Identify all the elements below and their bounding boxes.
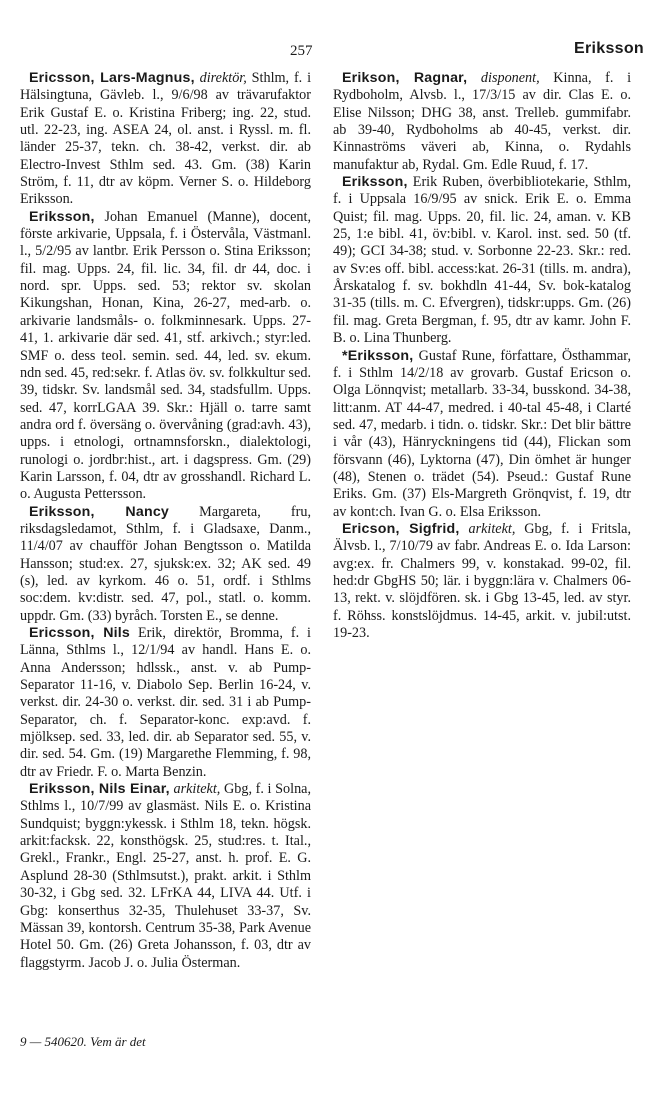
entry-name: Eriksson, Nancy [29,503,170,520]
entry-text: Erik, direktör, Bromma, f. i Länna, Sthlms l., 12/1/94 av handl. Hans E. o. Anna Andersson; hdlssk., anst. v. ab Pump-Separator 11-16, v. Diabolo Sep. Berlin 16-24, v. verkst. dir. 24-30 o. verkst. dir. sed. 31 i ab Pump-Separator, ch. f. Separator-konc. exp:avd. f. mjölksep. sed. 33, led. dir. ab Separator sed. 55, v. dir. sed. 54. Gm. (19) Margarethe Flemming, f. 98, dtr av Friedr. F. o. Marta Benzin. [20,625,311,780]
entry-role: disponent, [480,70,540,86]
entry-text: Erik Ruben, överbibliotekarie, Sthlm, f. i Uppsala 16/9/95 av snick. Erik E. o. Emma Quist; fil. mag. Upps. 20, fil. lic. 24, aman. v. KB 25, 1:e bibl. 41, öv:bibl. v. Karol. inst. sed. 50 (tf. 49); GCI 34-38; stud. v. Sorbonne 22-23. Skr.: red. av Sv:es off. bibl. access:kat. 26-31 (tills. m. andra), Årskatalog f. sv. bokhdln 41-44, Sv. bok-katalog 31-35 (tills. m. C. Efvergren), tidskr:upps. Gm. (26) fil. mag. Greta Bergman, f. 95, dtr av kamr. John F. B. o. Lina Thunberg. [333,174,632,347]
biography-entry [20,504,311,625]
biography-entry [20,209,311,504]
entry-name: *Eriksson, [342,347,414,364]
entry-role: arkitekt, [468,520,516,537]
biography-entry [333,70,631,174]
entry-name: Eriksson, Nils Einar, [29,781,170,798]
entry-text: Gustaf Rune, författare, Östhammar, f. i Sthlm 14/2/18 av grovarb. Gustaf Ericson o. Olga Lönnqvist; metallarb. 33-34, busskond. 34-38, litt:anm. AT 44-47, medred. i 40-tal 45-48, i Clarté sed. 47, medarb. i tidn. o. tidskr. Skr.: Det blir bättre i vår (43), Hänryckningens tid (44), Flickan som försvann (46), Lyktorna (47), Din ömhet är hunger (48), Stenen o. trädet (54). Pseud.: Gustaf Rune Eriks. Gm. (37) Els-Margreth Grönqvist, f. 19, dtr av kont:ch. Ivan G. o. Elsa Eriksson. [333,347,631,520]
biography-entry [333,521,631,642]
biography-entry [333,348,631,521]
entry-text: Sthlm, f. i Hälsingtuna, Gävleb. l., 9/6/98 av trävarufaktor Erik Gustaf E. o. Kristina Friberg; ing. 22, stud. utl. 22-23, ing. ASEA 24, ol. anst. i Ryssl. m. fl. länder 25-37, tekn. ch. 38-42, verkst. dir. ab Electro-Invest Sthlm sed. 43. Gm. (38) Karin Ström, f. 11, dtr av köpm. Verner S. o. Hildeborg Eriksson. [20,70,312,208]
entry-name: Ericsson, Lars-Magnus, [29,70,195,86]
entry-text: Gbg, f. i Fritsla, Älvsb. l., 7/10/79 av fabr. Andreas E. o. Ida Larson: avg:ex. fr. Chalmers 99, v. konstakad. 99-02, fil. hed:dr GbgHS 50; lär. i byggn:lära v. Chalmers 06-13, rekt. v. slöjdfören. sk. i Gbg 13-45, led. av styr. f. Röhss. konstslöjdmus. 14-45, arkit. v. jubil:utst. 19-23. [333,520,632,641]
footer-slogan: Vem är det [90,1034,146,1049]
entry-name: Ericsson, Nils [29,625,131,641]
entry-role: arkitekt, [173,781,221,798]
biography-entry [20,625,311,781]
entry-name: Ericson, Sigfrid, [342,520,460,537]
entry-name: Erikson, Ragnar, [342,70,468,86]
page-footer [20,1034,146,1050]
entry-name: Eriksson, [29,208,95,225]
biography-entry [20,70,311,209]
right-column [333,70,631,642]
running-head: Eriksson [574,40,644,57]
entry-text: Margareta, fru, riksdagsledamot, Sthlm, f. i Gladsaxe, Danm., 11/4/07 av chaufför Johan Bengtsson o. Matilda Hansson; stud:ex. 27, sjuksk:ex. 32; AK sed. 49 (s), led. av kyrkom. 46 o. 51, ordf. i Sthlms soc:dem. kv:distr. sed. 47, pol., statl. o. komm. uppdr. Gm. (33) byråch. Torsten E., se denne. [20,503,311,624]
entry-text: Johan Emanuel (Manne), docent, förste arkivarie, Uppsala, f. i Östervåla, Västmanl. l., 5/2/95 av lantbr. Erik Persson o. Stina Eriksson; fil. mag. Upps. 24, fil. lic. 34, fil. dr 44, doc. i nord. spr. Upps. sed. 53; rektor sv. skolan Kikungshan, Honan, Kina, 26-27, med-arb. o. arkivarie landsmåls- o. folkminnesark. Upps. 27-41, 1. arkivarie där sed. 41, stf. arkivch.; styr:led. SMF o. dess teol. semin. sed. 44, led. sv. ekum. ndn sed. 45, red:sekr. f. Atlas öv. sv. folkkultur sed. 39, tidskr. Sv. landsmål sed. 34, stadsfullm. Upps. sed. 47, korrLGAA 39. Skr.: Hjäll o. tarre samt andra ord f. översäng o. övervåning (grad:avh. 43), upps. i etnologi, ortnamnsforskn., dialektologi, runologi o. jordbr:hist., art. i dagspress. Gm. (29) Karin Larsson, f. 04, dtr av grosshandl. Richard L. o. Augusta Pettersson. [20,208,311,503]
biography-entry [20,781,311,972]
entry-text: Gbg, f. i Solna, Sthlms l., 10/7/99 av glasmäst. Nils E. o. Kristina Sundquist; byggn:ykessk. i Sthlm 18, tekn. högsk. arkit:facksk. 22, konsthögsk. 25, stud:res. t. Ital., Grekl., Frankr., Engl. 25-27, anst. h. prof. E. G. Asplund 28-30 (Sthlmsutst.), prakt. arkit. i Sthlm 30-32, i Gbg sed. 32. LFrKA 44, LIVA 44. Utf. i Gbg: konserthus 32-35, Thulehuset 33-37, Sv. Mässan 39, kontorsh. Centrum 35-38, Park Avenue Hotel 50. Gm. (26) Greta Johansson, f. 03, dtr av flaggstyrm. Jacob J. o. Julia Österman. [20,781,312,971]
biography-entry [333,174,631,347]
footer-code: 9 — 540620. [20,1034,87,1049]
left-column [20,70,311,972]
page-number: 257 [290,43,313,59]
entry-name: Eriksson, [342,174,408,191]
entry-text: Kinna, f. i Rydboholm, Alvsb. l., 17/3/15 av dir. Clas E. o. Elise Nilsson; DHG 38, anst. Trelleb. gummifabr. ab 39-40, Rydboholms ab 40-45, verkst. dir. Kinnaströms väveri ab, Kinna, o. Rydahls manufaktur ab, Rydal. Gm. Edle Ruud, f. 17. [333,70,632,173]
entry-role: direktör, [199,70,247,86]
